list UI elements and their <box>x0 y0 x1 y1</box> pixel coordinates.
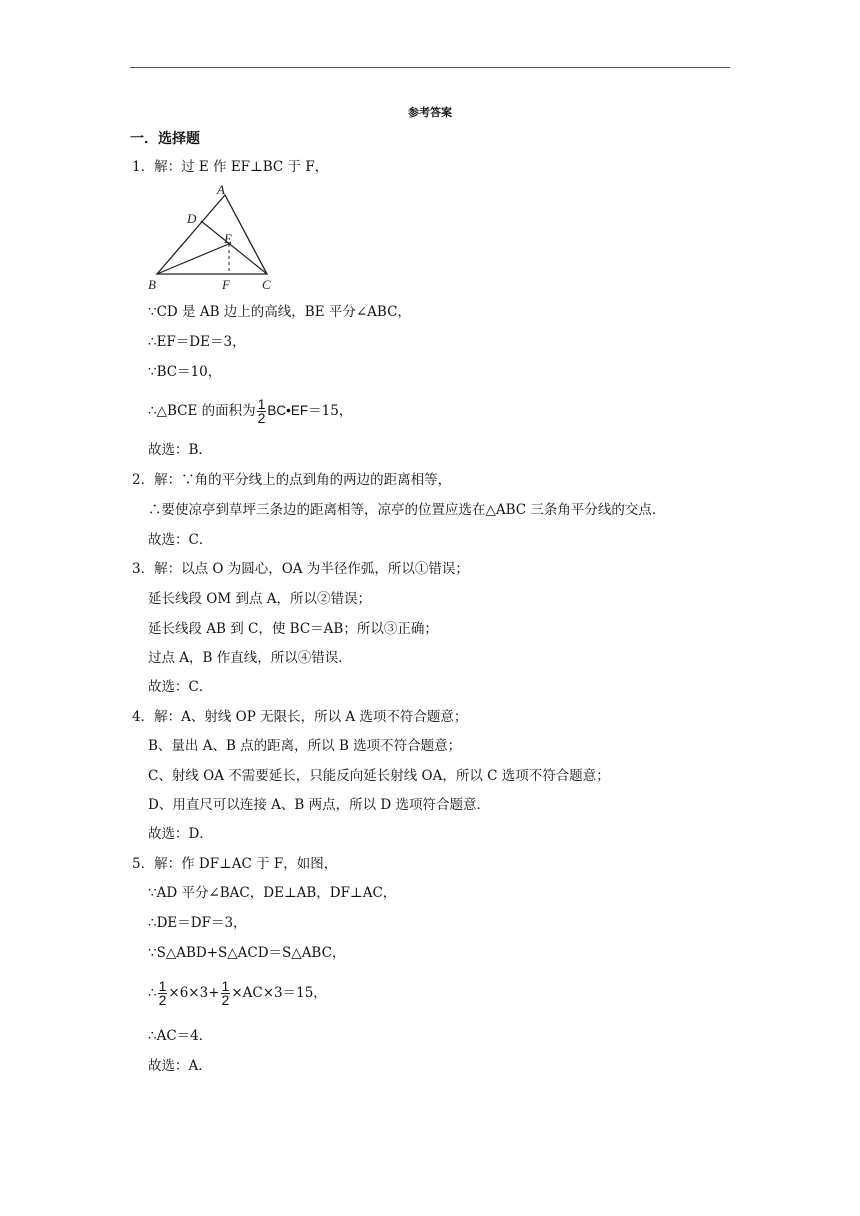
q5-line6: ∴AC＝4． <box>148 1028 213 1044</box>
q1-line6: 故选：B． <box>148 442 212 458</box>
q5-line4: ∵S△ABD+S△ACD＝S△ABC， <box>148 945 346 961</box>
q5-line2: ∵AD 平分∠BAC，DE⊥AB，DF⊥AC， <box>148 885 397 901</box>
q5-line5-mid: ×6×3+ <box>168 985 220 1001</box>
q4-line4: D、用直尺可以连接 A、B 两点，所以 D 选项符合题意． <box>148 797 490 813</box>
fraction-half-2: $\frac{1}{2}$ <box>221 978 230 1008</box>
header-rule <box>130 67 730 68</box>
q3-line4: 过点 A，B 作直线，所以④错误． <box>148 650 352 666</box>
q2-line3: 故选：C． <box>148 532 213 548</box>
label-b: B <box>148 277 156 292</box>
section-heading: 一．选择题 <box>130 131 200 147</box>
q3-line5: 故选：C． <box>148 679 213 695</box>
q5-line1: 5．解：作 DF⊥AC 于 F，如图， <box>132 856 338 872</box>
q1-line5-post: ＝15， <box>308 403 353 419</box>
triangle-figure <box>145 183 280 295</box>
q4-line1: 4．解：A、射线 OP 无限长，所以 A 选项不符合题意； <box>132 709 468 725</box>
q2-line2: ∴要使凉亭到草坪三条边的距离相等，凉亭的位置应选在△ABC 三条角平分线的交点． <box>148 502 666 518</box>
label-a: A <box>217 183 225 197</box>
q4-line5: 故选：D． <box>148 826 213 842</box>
q1-line4: ∵BC＝10， <box>148 364 222 380</box>
q3-line3: 延长线段 AB 到 C，使 BC＝AB；所以③正确； <box>148 621 438 637</box>
q1-line2: ∵CD 是 AB 边上的高线，BE 平分∠ABC， <box>148 304 411 320</box>
q2-line1: 2．解：∵角的平分线上的点到角的两边的距离相等， <box>132 472 452 488</box>
q4-line2: B、量出 A、B 点的距离，所以 B 选项不符合题意； <box>148 738 462 754</box>
q1-line5-pre: ∴△BCE 的面积为 <box>148 403 256 419</box>
label-d: D <box>187 211 197 226</box>
label-f: F <box>222 277 230 292</box>
q1-line1: 1．解：过 E 作 EF⊥BC 于 F， <box>132 159 329 175</box>
q3-line1: 3．解：以点 O 为圆心，OA 为半径作弧，所以①错误； <box>132 561 469 577</box>
fraction-half: $\frac{1}{2}$ <box>257 396 266 426</box>
page-title: 参考答案 <box>408 106 452 119</box>
label-c: C <box>262 277 271 292</box>
q3-line2: 延长线段 OM 到点 A，所以②错误； <box>148 591 372 607</box>
q5-line5 <box>148 980 327 1007</box>
q1-line3: ∴EF＝DE＝3， <box>148 334 246 350</box>
q4-line3: C、射线 OA 不需要延长，只能反向延长射线 OA，所以 C 选项不符合题意； <box>148 768 610 784</box>
q1-line5-mid: BC•EF <box>267 403 309 418</box>
q5-line5-pre: ∴ <box>148 985 157 1001</box>
q1-line5 <box>148 398 352 425</box>
fraction-half-1: $\frac{1}{2}$ <box>158 978 167 1008</box>
q5-line7: 故选：A． <box>148 1058 212 1074</box>
q5-line5-post: ×AC×3＝15， <box>231 985 327 1001</box>
label-e: E <box>224 231 232 246</box>
q5-line3: ∴DE＝DF＝3， <box>148 915 247 931</box>
